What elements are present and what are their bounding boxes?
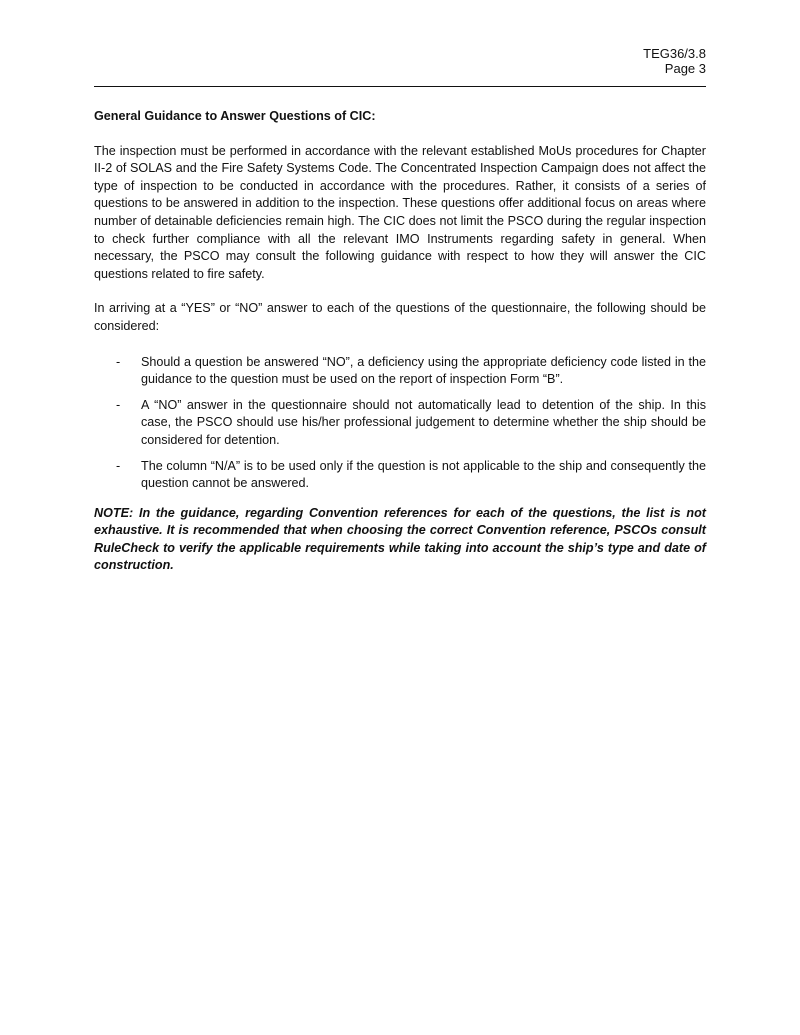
- list-item-text: Should a question be answered “NO”, a deficiency using the appropriate deficiency code listed in the guidance to the question must be used on the report of inspection Form “B”.: [141, 354, 706, 387]
- list-item-text: The column “N/A” is to be used only if the question is not applicable to the ship and consequently the question cannot be answered.: [141, 458, 706, 491]
- bullet-dash: -: [116, 458, 121, 473]
- intro-paragraph: The inspection must be performed in accordance with the relevant established MoUs procedures for Chapter II-2 of SOLAS and the Fire Safety Systems Code. The Concentrated Inspection Campaign does not affect the type of inspection to be conducted in accordance with the procedures. Rather, it consists of a series of questions to be answered in addition to the inspection. These questions offer additional focus on areas where number of detainable deficiencies remain high. The CIC does not limit the PSCO during the regular inspection to check further compliance with all the relevant IMO Instruments regarding safety in general. When necessary, the PSCO may consult the following guidance with respect to how they will answer the CIC questions related to fire safety.: [94, 143, 706, 281]
- list-item: [94, 354, 706, 389]
- document-body: [94, 108, 706, 575]
- document-reference: TEG36/3.8: [643, 46, 706, 61]
- guidance-list: [94, 354, 706, 493]
- list-item: [94, 397, 706, 450]
- header-divider: [94, 86, 706, 87]
- section-heading: General Guidance to Answer Questions of CIC:: [94, 109, 376, 123]
- list-item-text: A “NO” answer in the questionnaire should not automatically lead to detention of the ship. In this case, the PSCO should use his/her professional judgement to determine whether the ship should be considered for detention.: [141, 397, 706, 447]
- bullet-dash: -: [116, 397, 121, 412]
- page-number: Page 3: [664, 61, 706, 76]
- list-item: [94, 458, 706, 493]
- page-header: [643, 46, 706, 76]
- note-paragraph: NOTE: In the guidance, regarding Convention references for each of the questions, the list is not exhaustive. It is recommended that when choosing the correct Convention reference, PSCOs consult RuleCheck to verify the applicable requirements while taking into account the ship’s type and date of construction.: [94, 505, 706, 573]
- answer-guidance-paragraph: In arriving at a “YES” or “NO” answer to each of the questions of the questionnaire, the following should be considered:: [94, 301, 706, 333]
- bullet-dash: -: [116, 354, 121, 369]
